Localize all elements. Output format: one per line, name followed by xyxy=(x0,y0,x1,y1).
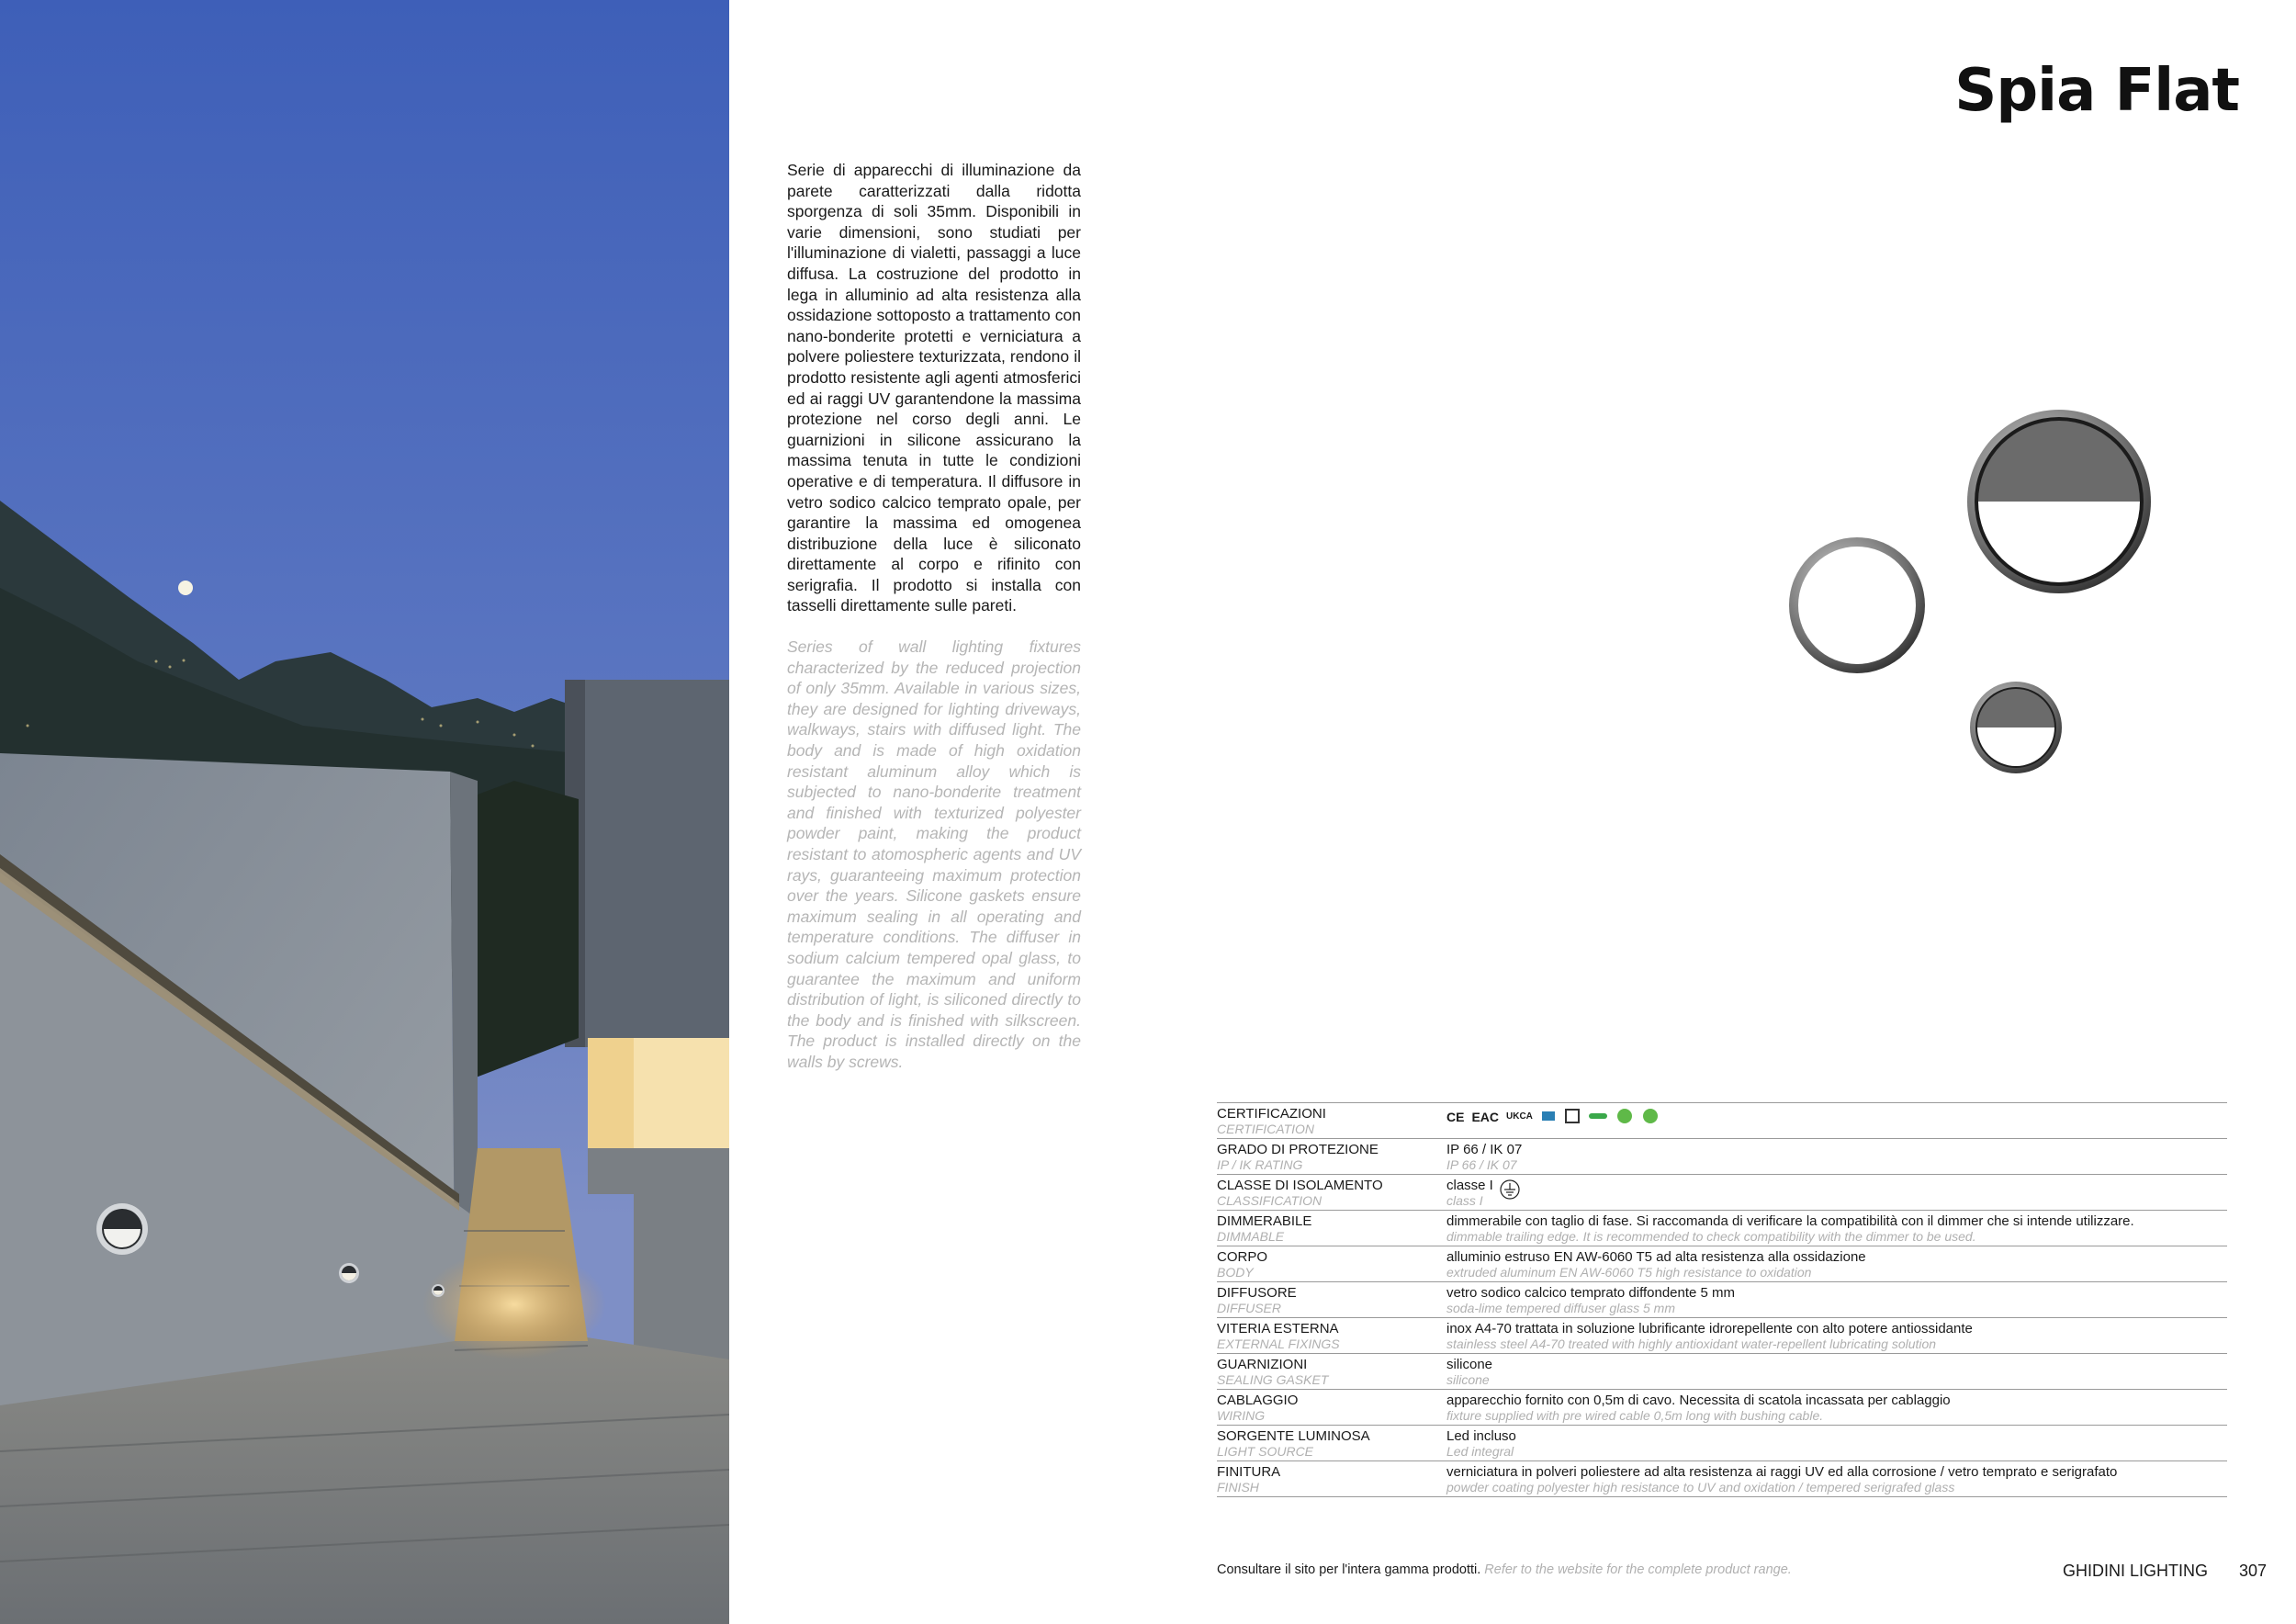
hero-photo xyxy=(0,0,729,1624)
footer-note-en: Refer to the website for the complete product range. xyxy=(1484,1562,1792,1577)
spec-value-en: class I xyxy=(1446,1193,1483,1208)
spec-label-en: IP / IK RATING xyxy=(1217,1157,1303,1172)
rating-icon xyxy=(1540,1108,1557,1127)
spec-value: IP 66 / IK 07 xyxy=(1446,1142,1523,1157)
spec-value-en: silicone xyxy=(1446,1372,1490,1387)
spec-label: SORGENTE LUMINOSA xyxy=(1217,1428,1370,1444)
product-small-icon xyxy=(1970,682,2062,773)
class-icon xyxy=(1588,1108,1608,1127)
spec-label-en: CLASSIFICATION xyxy=(1217,1193,1322,1208)
spec-row-gasket xyxy=(1217,1354,2227,1390)
spec-value-en: fixture supplied with pre wired cable 0,5m long with bushing cable. xyxy=(1446,1408,1824,1423)
spec-row-ip xyxy=(1217,1139,2227,1175)
spec-value-en: soda-lime tempered diffuser glass 5 mm xyxy=(1446,1301,1675,1315)
spec-row-light-source xyxy=(1217,1426,2227,1461)
spec-row-diffuser xyxy=(1217,1282,2227,1318)
spec-row-dimmable xyxy=(1217,1211,2227,1246)
ip-icon xyxy=(1564,1108,1581,1127)
spec-label-en: EXTERNAL FIXINGS xyxy=(1217,1336,1340,1351)
spec-row-class xyxy=(1217,1175,2227,1211)
spec-label: CERTIFICAZIONI xyxy=(1217,1106,1326,1122)
spec-value: dimmerabile con taglio di fase. Si raccomanda di verificare la compatibilità con il dimmer che si intende utilizzare. xyxy=(1446,1213,2134,1229)
spec-label-en: CERTIFICATION xyxy=(1217,1122,1315,1136)
spec-row-certifications xyxy=(1217,1103,2227,1139)
footer-note-it: Consultare il sito per l'intera gamma prodotti. xyxy=(1217,1562,1481,1577)
spec-value-en: powder coating polyester high resistance to UV and oxidation / tempered serigrafed glass xyxy=(1446,1480,1955,1494)
page-title: Spia Flat xyxy=(1954,57,2239,125)
ukca-mark-icon: UKCA xyxy=(1506,1111,1533,1122)
recycle-alu-icon xyxy=(1615,1107,1634,1128)
spec-label: DIMMERABILE xyxy=(1217,1213,1312,1229)
ce-mark-icon: CE xyxy=(1446,1110,1465,1124)
spec-label: CORPO xyxy=(1217,1249,1268,1265)
spec-label: GRADO DI PROTEZIONE xyxy=(1217,1142,1379,1157)
spec-value: alluminio estruso EN AW-6060 T5 ad alta resistenza alla ossidazione xyxy=(1446,1249,1866,1265)
spec-value: silicone xyxy=(1446,1357,1493,1372)
spec-row-fixings xyxy=(1217,1318,2227,1354)
product-medium-icon xyxy=(1789,537,1925,673)
spec-label-en: SEALING GASKET xyxy=(1217,1372,1329,1387)
spec-row-body xyxy=(1217,1246,2227,1282)
spec-value: classe I xyxy=(1446,1178,1493,1193)
spec-label-en: DIFFUSER xyxy=(1217,1301,1281,1315)
spec-label-en: FINISH xyxy=(1217,1480,1259,1494)
brand-name: GHIDINI LIGHTING xyxy=(2063,1562,2209,1580)
spec-value: vetro sodico calcico temprato diffondente 5 mm xyxy=(1446,1285,1736,1301)
spec-label: VITERIA ESTERNA xyxy=(1217,1321,1339,1336)
spec-value: inox A4-70 trattata in soluzione lubrificante idrorepellente con alto potere antiossidante xyxy=(1446,1321,1973,1336)
eac-mark-icon: EAC xyxy=(1471,1110,1500,1124)
description-en: Series of wall lighting fixtures characterized by the reduced projection of only 35mm. Available in various sizes, they are designed for lighting driveways, walkways, stairs with diffused light. The body and is made of high oxidation resistant aluminum alloy which is subjected to nano-bonderite treatment and finished with texturized polyester powder paint, making the product resistant to atomospheric agents and UV rays, guaranteeing maximum protection over the years. Silicone gaskets ensure maximum sealing in all operating and temperature conditions. The diffuser in sodium calcium tempered opal glass, to guarantee the maximum and uniform distribution of light, is siliconed directly to the body and is finished with silkscreen. The product is installed directly on the walls by screws. xyxy=(787,637,1081,1071)
spec-value-en: IP 66 / IK 07 xyxy=(1446,1157,1517,1172)
spec-value: Led incluso xyxy=(1446,1428,1516,1444)
product-images xyxy=(1782,404,2167,790)
spec-label: GUARNIZIONI xyxy=(1217,1357,1308,1372)
spec-label-en: DIMMABLE xyxy=(1217,1229,1285,1244)
spec-label-en: WIRING xyxy=(1217,1408,1266,1423)
spec-row-finish xyxy=(1217,1461,2227,1497)
spec-label: DIFFUSORE xyxy=(1217,1285,1297,1301)
spec-label-en: BODY xyxy=(1217,1265,1254,1280)
earth-ground-icon xyxy=(1499,1179,1521,1205)
specs-table xyxy=(1217,1102,2227,1497)
product-large-icon xyxy=(1967,410,2151,593)
spec-label: FINITURA xyxy=(1217,1464,1281,1480)
spec-value-en: dimmable trailing edge. It is recommended to check compatibility with the dimmer to be used. xyxy=(1446,1229,1976,1244)
recycle-glass-icon xyxy=(1641,1107,1660,1128)
spec-label: CLASSE DI ISOLAMENTO xyxy=(1217,1178,1383,1193)
page-number: 307 xyxy=(2239,1562,2268,1580)
spec-label: CABLAGGIO xyxy=(1217,1393,1299,1408)
cert-icons xyxy=(1446,1107,2227,1127)
spec-value-en: extruded aluminum EN AW-6060 T5 high resistance to oxidation xyxy=(1446,1265,1812,1280)
footer-note xyxy=(1217,1562,1792,1577)
spec-row-wiring xyxy=(1217,1390,2227,1426)
spec-value: verniciatura in polveri poliestere ad alta resistenza ai raggi UV ed alla corrosione / vetro temprato e serigrafato xyxy=(1446,1464,2118,1480)
spec-value-en: stainless steel A4-70 treated with highly antioxidant water-repellent lubricating solution xyxy=(1446,1336,1937,1351)
spec-value: apparecchio fornito con 0,5m di cavo. Necessita di scatola incassata per cablaggio xyxy=(1446,1393,1951,1408)
spec-value-en: Led integral xyxy=(1446,1444,1514,1459)
description xyxy=(787,160,1081,1093)
description-it: Serie di apparecchi di illuminazione da parete caratterizzati dalla ridotta sporgenza di soli 35mm. Disponibili in varie dimensioni, sono studiati per l'illuminazione di vialetti, passaggi a luce diffusa. La costruzione del prodotto in lega in alluminio ad alta resistenza alla ossidazione sottoposto a trattamento con nano-bonderite protetti e verniciatura a polvere poliestere texturizzata, rendono il prodotto resistente agli agenti atmosferici ed ai raggi UV garantendone la massima protezione nel corso degli anni. Le guarnizioni in silicone assicurano la massima tenuta in tutte le condizioni operative e di temperatura. Il diffusore in vetro sodico calcico temprato opale, per garantire la massima ed omogenea distribuzione della luce è siliconato direttamente al corpo e rifinito con serigrafia. Il prodotto si installa con tasselli direttamente sulle pareti. xyxy=(787,161,1081,615)
spec-label-en: LIGHT SOURCE xyxy=(1217,1444,1314,1459)
